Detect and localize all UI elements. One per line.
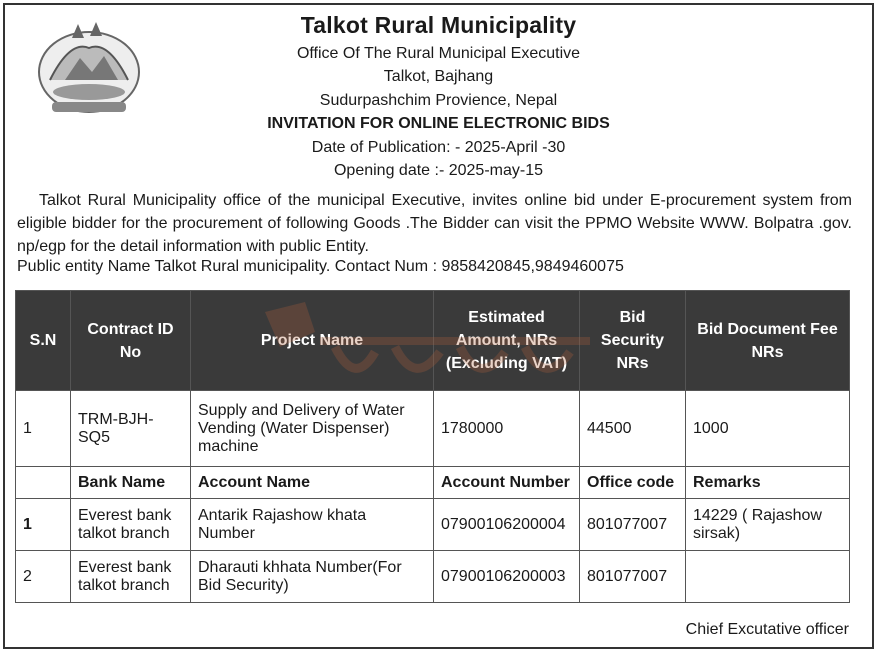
bank-header-row (16, 467, 850, 499)
header-account-number: Account Number (434, 467, 580, 499)
table-row (16, 391, 850, 467)
cell-sn: 1 (16, 499, 71, 551)
header-bank-name: Bank Name (71, 467, 191, 499)
cell-remarks (686, 551, 850, 603)
cell-account-name: Antarik Rajashow khata Number (191, 499, 434, 551)
office-name: Office Of The Rural Municipal Executive (296, 45, 581, 62)
header-sn: S.N (16, 291, 71, 391)
cell-remarks: 14229 ( Rajashow sirsak) (686, 499, 850, 551)
header-bid-fee: Bid Document Fee NRs (686, 291, 850, 391)
header-estimated-amount: Estimated Amount, NRs (Excluding VAT) (434, 291, 580, 391)
cell-bank: Everest bank talkot branch (71, 551, 191, 603)
contact-line: Public entity Name Talkot Rural municipality. Contact Num : 9858420845,9849460075 (17, 258, 624, 275)
header-remarks: Remarks (686, 467, 850, 499)
cell-bank: Everest bank talkot branch (71, 499, 191, 551)
intro-paragraph (17, 189, 852, 258)
bid-table (15, 290, 850, 603)
cell-account-name: Dharauti khhata Number(For Bid Security) (191, 551, 434, 603)
cell-sn: 1 (16, 391, 71, 467)
municipality-title: Talkot Rural Municipality (300, 12, 577, 38)
header-account-name: Account Name (191, 467, 434, 499)
intro-text: Talkot Rural Municipality office of the municipal Executive, invites online bid under E-procurement system from eligible bidder for the procurement of following Goods .The Bidder can visit the PPMO Website WWW. Bolpatra .gov. np/egp for the detail information with public Entity. (17, 192, 852, 255)
header-contract-id: Contract ID No (71, 291, 191, 391)
location-line: Talkot, Bajhang (383, 68, 494, 85)
header-office-code: Office code (580, 467, 686, 499)
header-project-name: Project Name (191, 291, 434, 391)
province-line: Sudurpashchim Provience, Nepal (319, 92, 558, 109)
publication-date: Date of Publication: - 2025-April -30 (311, 139, 566, 156)
cell-office-code: 801077007 (580, 551, 686, 603)
notice-title: INVITATION FOR ONLINE ELECTRONIC BIDS (267, 115, 610, 132)
cell-account-number: 07900106200004 (434, 499, 580, 551)
cell-sn: 2 (16, 551, 71, 603)
cell-account-number: 07900106200003 (434, 551, 580, 603)
cell-office-code: 801077007 (580, 499, 686, 551)
table-row (16, 499, 850, 551)
cell-fee: 1000 (686, 391, 850, 467)
cell-project: Supply and Delivery of Water Vending (Water Dispenser) machine (191, 391, 434, 467)
table-row (16, 551, 850, 603)
cell-security: 44500 (580, 391, 686, 467)
table-header-row (16, 291, 850, 391)
cell-contract-id: TRM-BJH-SQ5 (71, 391, 191, 467)
cell-amount: 1780000 (434, 391, 580, 467)
header-bid-security: Bid Security NRs (580, 291, 686, 391)
signature-title: Chief Excutative officer (685, 621, 849, 638)
bank-header-blank (16, 467, 71, 499)
opening-date: Opening date :- 2025-may-15 (333, 162, 543, 179)
